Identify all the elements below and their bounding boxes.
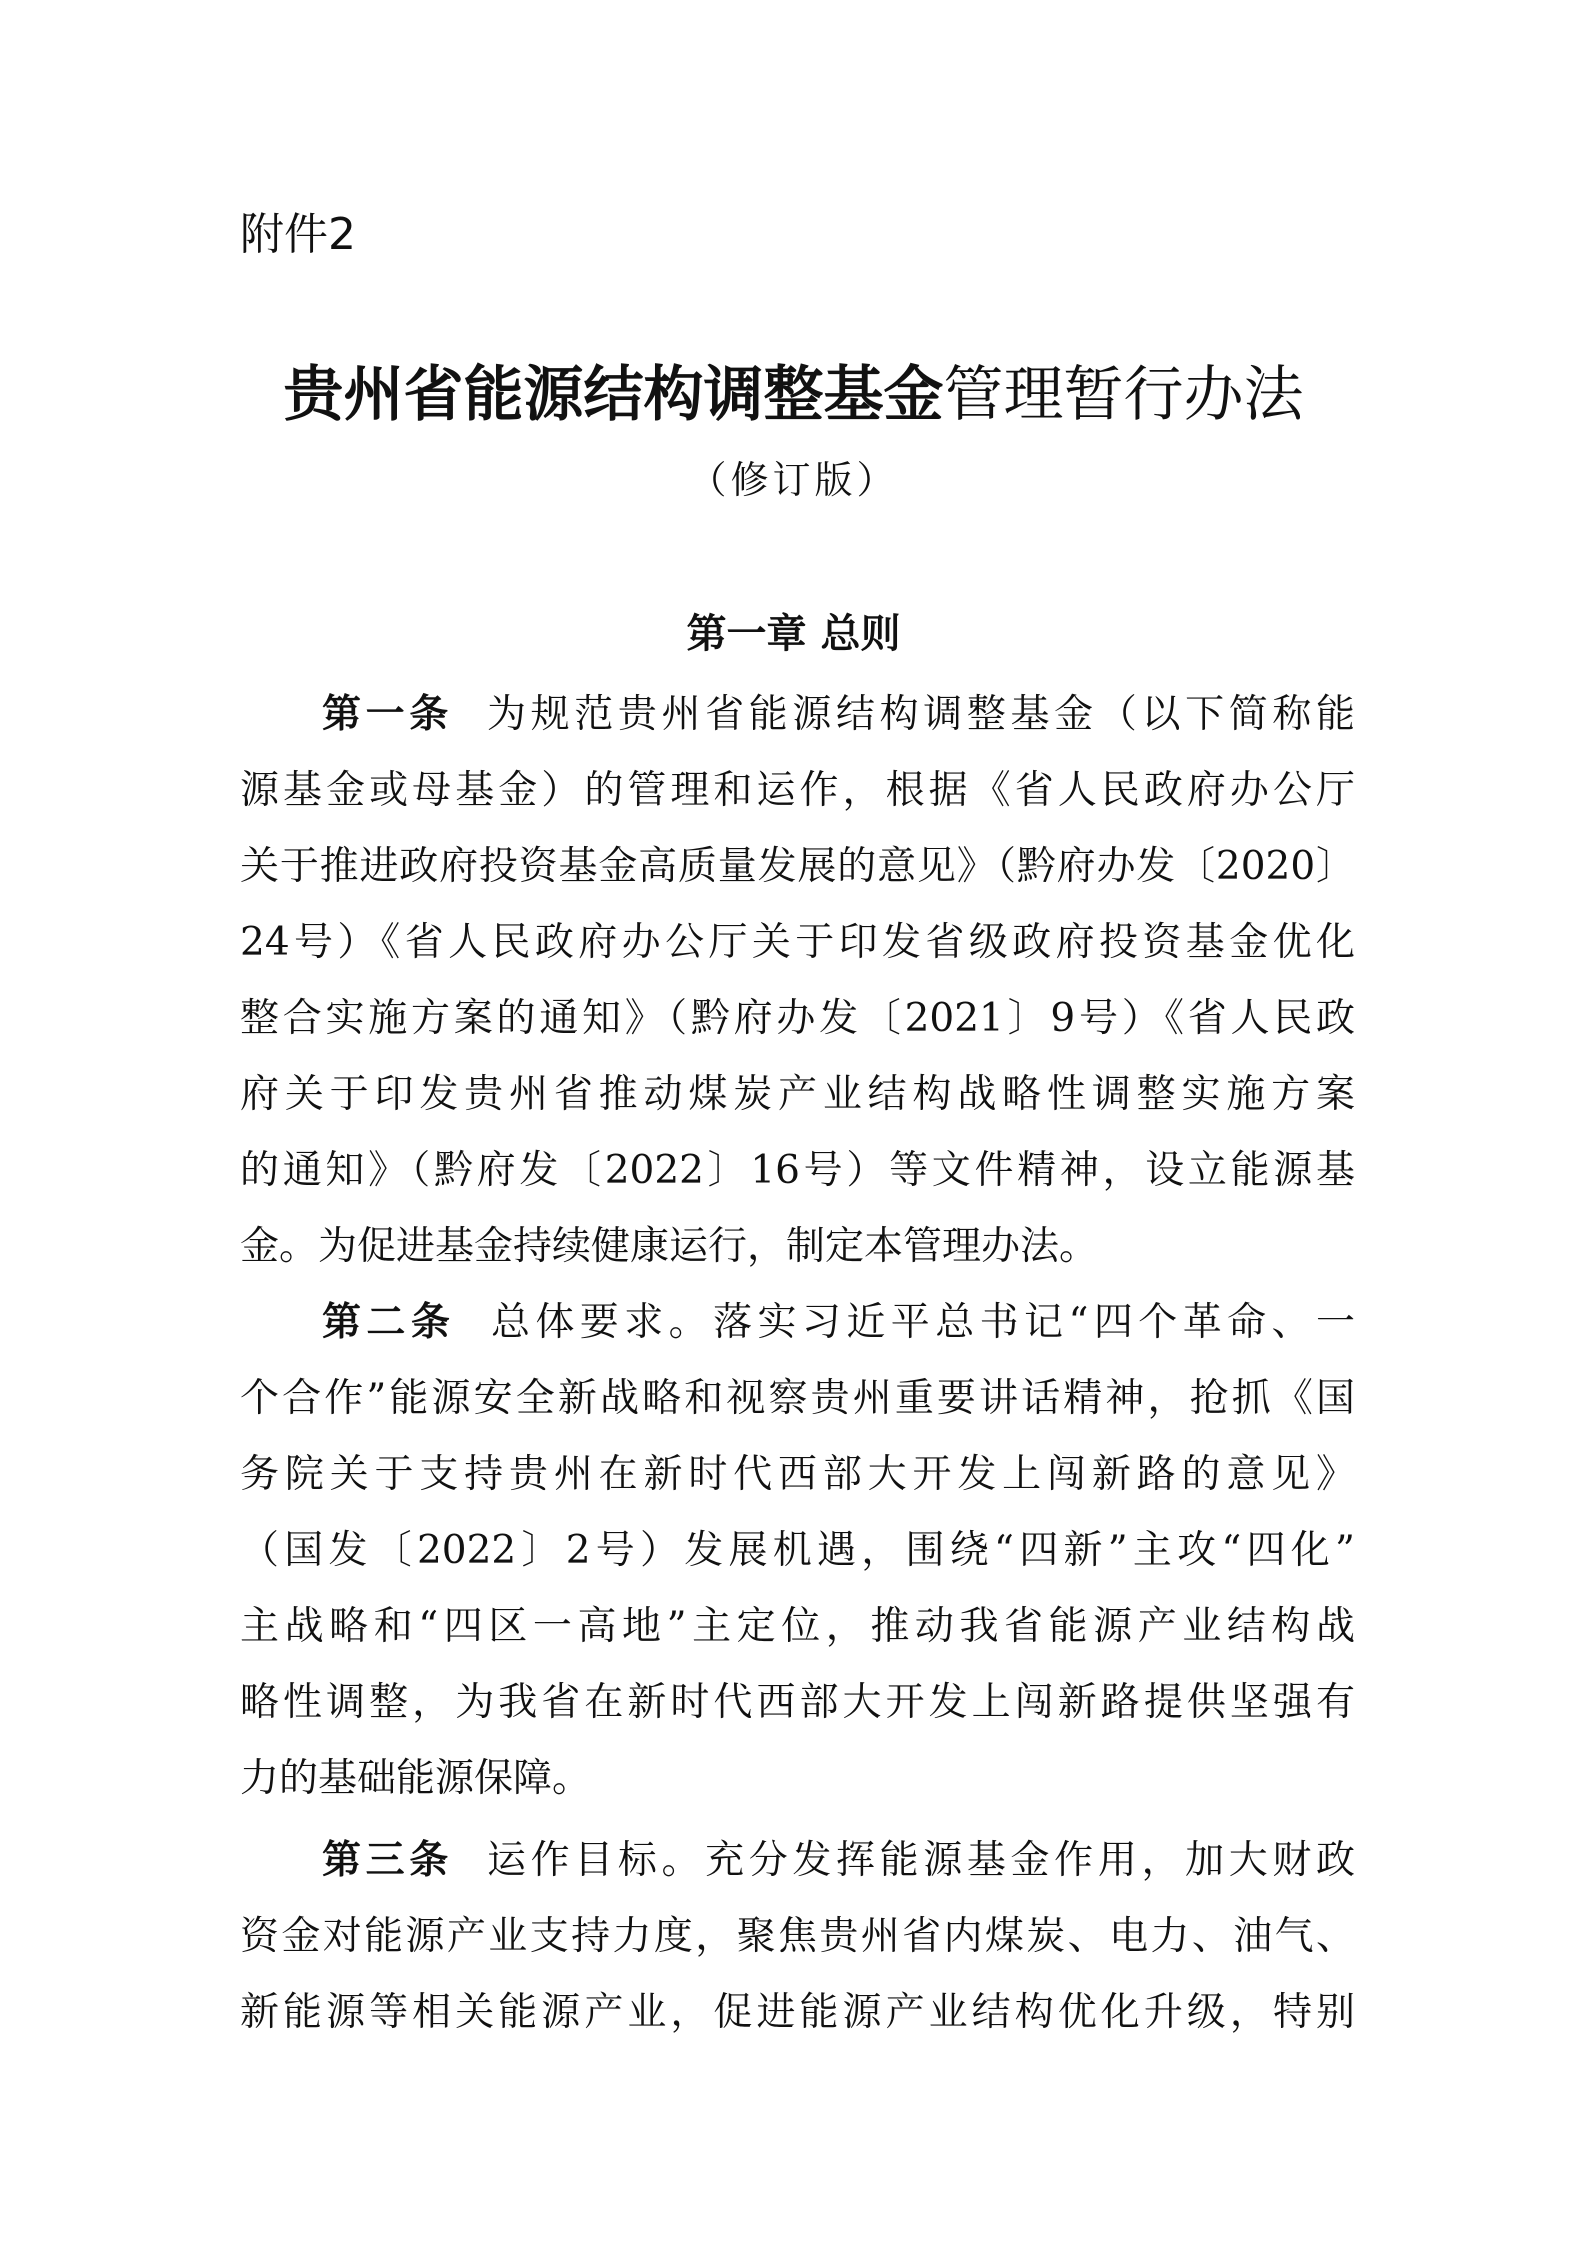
text-line: 关于推进政府投资基金高质量发展的意见》（黔府办发〔2020〕: [240, 844, 1355, 889]
text-line: 新能源等相关能源产业，促进能源产业结构优化升级，特别: [240, 1990, 1355, 2035]
text-line: （国发〔2022〕2号）发展机遇，围绕“四新”主攻“四化”: [240, 1528, 1355, 1573]
document-body: [240, 677, 1355, 2051]
text-line: 务院关于支持贵州在新时代西部大开发上闯新路的意见》: [240, 1452, 1355, 1497]
text-line: 资金对能源产业支持力度，聚焦贵州省内煤炭、电力、油气、: [240, 1914, 1355, 1959]
text-line: [240, 1823, 1355, 1899]
article-label: 第三条: [322, 1838, 453, 1883]
title-bold-part: 贵州省能源结构调整基金: [283, 360, 944, 430]
title-normal-part: 管理暂行办法: [943, 360, 1304, 430]
article-2: [240, 1285, 1355, 1817]
article-label: 第二条: [322, 1300, 456, 1345]
article-text: 运作目标。充分发挥能源基金作用，加大财政: [486, 1838, 1355, 1883]
article-text: 为规范贵州省能源结构调整基金（以下简称能: [486, 692, 1355, 737]
text-line: [240, 1285, 1355, 1361]
article-3: [240, 1823, 1355, 2051]
attachment-label: 附件2: [240, 209, 356, 260]
text-line: 主战略和“四区一高地”主定位，推动我省能源产业结构战: [240, 1604, 1355, 1649]
document-title: [0, 355, 1587, 435]
text-line: 略性调整，为我省在新时代西部大开发上闯新路提供坚强有: [240, 1680, 1355, 1725]
text-line: 源基金或母基金）的管理和运作，根据《省人民政府办公厅: [240, 768, 1355, 813]
text-line: 府关于印发贵州省推动煤炭产业结构战略性调整实施方案: [240, 1072, 1355, 1117]
text-line: 24号）《省人民政府办公厅关于印发省级政府投资基金优化: [240, 920, 1355, 965]
text-line: 的通知》（黔府发〔2022〕16号）等文件精神，设立能源基: [240, 1148, 1355, 1193]
text-line: 整合实施方案的通知》（黔府办发〔2021〕9号）《省人民政: [240, 996, 1355, 1041]
article-text: 总体要求。落实习近平总书记“四个革命、一: [490, 1300, 1355, 1345]
article-label: 第一条: [322, 692, 453, 737]
document-subtitle: （修订版）: [688, 458, 899, 502]
text-line: 个合作”能源安全新战略和视察贵州重要讲话精神，抢抓《国: [240, 1376, 1355, 1421]
chapter-heading: 第一章 总则: [686, 611, 901, 657]
text-line: [240, 677, 1355, 753]
text-line: 力的基础能源保障。: [240, 1756, 592, 1801]
article-1: [240, 677, 1355, 1285]
text-line: 金。为促进基金持续健康运行，制定本管理办法。: [240, 1224, 1099, 1269]
